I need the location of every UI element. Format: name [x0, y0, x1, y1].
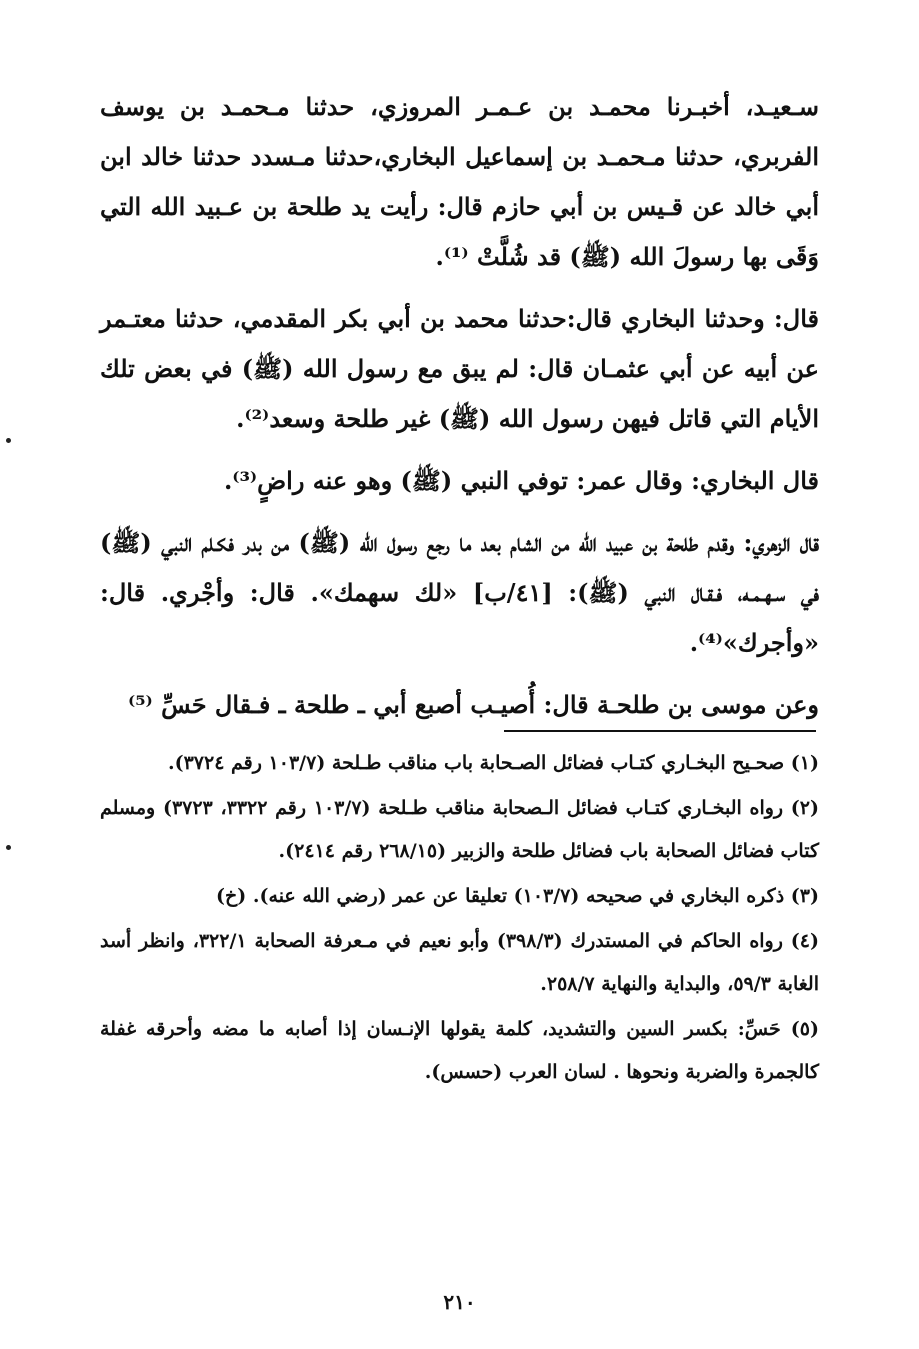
paragraph: قال: وحدثنا البخاري قال:حدثنا محمد بن أبي بكر المقدمي، حدثنا معتـمر عن أبيه عن أبي عثمـان قال: لم يبق مع رسول الله (ﷺ) في بعض تلك الأيام التي قاتل فيهن رسول الله (ﷺ) غير طلحة وسعد⁽²⁾. — [100, 304, 819, 433]
paragraph: قال البخاري: وقال عمر: توفي النبي (ﷺ) وهو عنه راضٍ⁽³⁾. — [223, 466, 819, 495]
scan-speck — [6, 845, 11, 850]
footnote: (١) صحـيح البخـاري كتـاب فضائل الصـحابة باب مناقب طـلحة (١٠٣/٧ رقم ٣٧٢٤). — [167, 752, 819, 774]
footnotes — [100, 742, 819, 1096]
footnote: (٢) رواه البخـاري كتـاب فضائل الـصحابة مناقب طـلحة (١٠٣/٧ رقم ٣٣٢٢، ٣٧٢٣) ومسلم كتاب فضائل الصحابة باب فضائل طلحة والزبير (٢٦٨/١٥ رقم ٢٤١٤). — [100, 797, 819, 862]
footnote-divider — [504, 730, 816, 732]
main-text — [100, 82, 819, 742]
paragraph: سـعيـد، أخبـرنا محمـد بن عـمـر المروزي، حدثنا مـحمـد بن يوسف الفربري، حدثنا مـحمـد بن إسماعيل البخاري،حدثنا مـسدد حدثنا خالد ابن أبي خالد عن قـيس بن أبي حازم قال: رأيت يد طلحة بن عـبيد الله التي وَقَى بها رسولَ الله (ﷺ) قد شُلَّتْ ⁽¹⁾. — [100, 92, 820, 271]
footnote: (٥) حَسِّ: بكسر السين والتشديد، كلمة يقولها الإنـسان إذا أصابه ما مضه وأحرقه غفلة كالجمرة والضربة ونحوها . لسان العرب (حسس). — [100, 1018, 819, 1083]
footnote: (٣) ذكره البخاري في صحيحه (١٠٣/٧) تعليقا عن عمر (رضي الله عنه). (خ) — [216, 885, 819, 907]
scan-speck — [6, 438, 11, 443]
page-number: ٢١٠ — [443, 1290, 476, 1314]
paragraph: وعن موسى بن طلحـة قال: أُصيـب أصبع أبي ـ طلحة ـ فـقال حَسِّ ⁽⁵⁾ — [127, 690, 819, 719]
footnote: (٤) رواه الحاكم في المستدرك (٣٩٨/٣) وأبو نعيم في مـعرفة الصحابة ٣٢٢/١، وانظر أسد الغابة ٥٩/٣، والبداية والنهاية ٢٥٨/٧. — [100, 930, 819, 995]
paragraph: قال الزهري: وقدم طلحة بن عبيد الله من الشام بعد ما رجع رسول الله (ﷺ) من بدر فكـلم النبي (ﷺ) في سـهـمـه، فـقـال النبي (ﷺ): [٤١/ب] «لك سهمك». قال: وأجْري. قال: «وأجرك»⁽⁴⁾. — [100, 528, 819, 657]
